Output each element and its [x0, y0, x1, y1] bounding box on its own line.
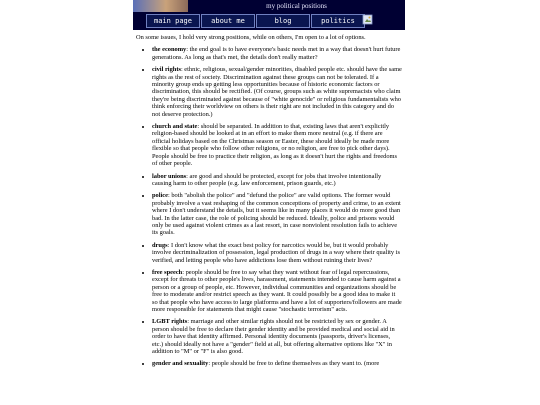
- list-item: [152, 192, 402, 236]
- position-text: : marriage and other similar rights should not be restricted by sex or gender. A person should be free to declare their gender identity and be provided medical and social aid in order to have that identity affirmed. Personal identity documents (passports, driver's licenses, etc.) should ideally not have a "gender" field at all, but offering alternative options like "X" in addition to "M" or "F" is also good.: [152, 318, 395, 356]
- position-text: : people should be free to define themselves as they want to. (more: [208, 360, 380, 368]
- list-item: [152, 173, 402, 188]
- position-text: : both "abolish the police" and "defund the police" are valid options. The former would probably involve a vast reshaping of the common conceptions of property and crime, to an extent where I don't understand the details, but it seems like in many places it would do more good than bad. In the latter case, the role of policing should be reduced. Ideally, police and prisons would only be used against violent crimes as a last resort, in case nonviolent resolution fails to achieve its goals.: [152, 192, 401, 237]
- position-term: LGBT rights: [152, 318, 188, 326]
- position-term: drugs: [152, 241, 168, 249]
- banner-image: [133, 0, 188, 12]
- list-item: [152, 360, 402, 367]
- list-item: [152, 66, 402, 118]
- position-term: civil rights: [152, 66, 181, 74]
- position-term: free speech: [152, 268, 183, 276]
- main-content: [133, 30, 405, 405]
- nav-tab-blog[interactable]: blog: [256, 14, 310, 28]
- position-term: gender and sexuality: [152, 360, 209, 368]
- position-term: the economy: [152, 46, 187, 54]
- broken-image-icon: [362, 14, 402, 26]
- list-item: [152, 318, 402, 355]
- intro-text: On some issues, I hold very strong positions, while on others, I'm open to a lot of options.: [136, 34, 366, 41]
- position-text: : the end goal is to have everyone's basic needs met in a way that doesn't hurt future generations. As long as that's met, the details don't really matter?: [152, 46, 401, 61]
- positions-list: [133, 46, 405, 367]
- site-title: my political positions: [266, 2, 327, 10]
- nav-tab-politics[interactable]: politics: [311, 14, 365, 28]
- position-term: police: [152, 192, 168, 200]
- site-header: [0, 0, 540, 30]
- position-text: : I don't know what the exact best policy for narcotics would be, but it would probably involve decriminalization of possession, legal production of drugs in a way where their quality is verified, and letting people who have addictions lose them without ruining their lives?: [152, 241, 400, 264]
- position-text: : ethnic, religious, sexual/gender minorities, disabled people etc. should have the same rights as the rest of society. Discrimination against these groups can not be tolerated. If a minority group ends up getting less opportunities because of historic economic factors or discrimination, this should be rectified. (Of course, groups such as white supremacists who claim they're being discriminated against because of "white genocide" or religious fundamentalists who think enforcing their worldview on others is their right are not included in this category and do not deserve protection.): [152, 66, 402, 118]
- list-item: [152, 242, 402, 264]
- list-item: [152, 46, 402, 61]
- position-text: : are good and should be protected, except for jobs that involve intentionally causing harm to other people (e.g. law enforcement, prison guards, etc.): [152, 172, 382, 187]
- list-item: [152, 269, 402, 313]
- nav-tab-main-page[interactable]: main page: [146, 14, 200, 28]
- position-text: : should be separated. In addition to that, existing laws that aren't explicitly religion-based should be looked at in an effort to make them more neutral (e.g. if there are official holidays based on the Christmas season or Easter, these should ideally be made more flexible so that people who follow other religions, or no religion, are free to pick other days). People should be free to practice their religion, as long as it doesn't hurt the rights and freedoms of other people.: [152, 123, 397, 168]
- nav-tab-about-me[interactable]: about me: [201, 14, 255, 28]
- position-term: labor unions: [152, 172, 187, 180]
- position-term: church and state: [152, 123, 198, 131]
- position-text: : people should be free to say what they want without fear of legal repercussions, except for threats to other people's lives, harassment, statements intended to cause harm against a person or a group of people, etc. However, individual communities and organizations should be free to moderate and/or restrict speech as they want. It could possibly be a good idea to make it so that people who have access to large platforms and have a lot of supporters/followers are made more responsible for statements that might cause "stochastic terrorism" acts.: [152, 268, 402, 313]
- list-item: [152, 123, 402, 167]
